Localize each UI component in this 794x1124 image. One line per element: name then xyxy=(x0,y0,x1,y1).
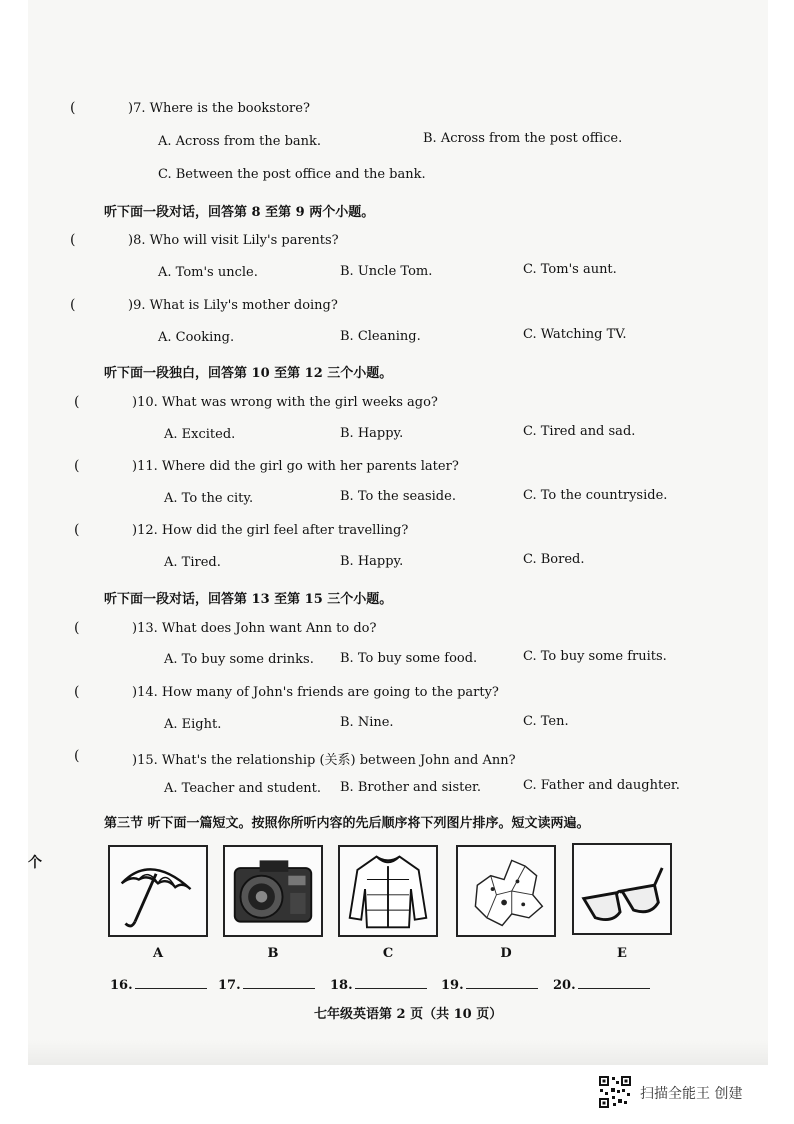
option-15c: C. Father and daughter. xyxy=(523,778,680,793)
answer-paren-8: ( xyxy=(70,232,76,248)
option-13b: B. To buy some food. xyxy=(340,651,478,666)
blank-number: 16. xyxy=(110,978,133,993)
answer-blank-16[interactable] xyxy=(110,978,207,993)
question-15: )15. What's the relationship (关系) between John and Ann? xyxy=(132,753,516,768)
picture-label-a: A xyxy=(152,946,164,961)
picture-c xyxy=(338,845,438,937)
picture-e xyxy=(572,843,672,935)
option-10c: C. Tired and sad. xyxy=(523,424,636,439)
answer-blank-20[interactable] xyxy=(553,978,650,993)
blank-number: 17. xyxy=(218,978,241,993)
question-11: )11. Where did the girl go with her parents later? xyxy=(132,459,459,474)
map-icon xyxy=(458,847,554,935)
question-12: )12. How did the girl feel after travelling? xyxy=(132,523,409,538)
blank-number: 19. xyxy=(441,978,464,993)
option-13a: A. To buy some drinks. xyxy=(164,652,314,667)
option-10b: B. Happy. xyxy=(340,426,404,441)
picture-d xyxy=(456,845,556,937)
answer-paren-9: ( xyxy=(70,297,76,313)
answer-blank-18[interactable] xyxy=(330,978,427,993)
option-12a: A. Tired. xyxy=(164,555,221,570)
question-9: )9. What is Lily's mother doing? xyxy=(128,298,338,313)
answer-paren-10: ( xyxy=(74,394,80,410)
option-8a: A. Tom's uncle. xyxy=(158,265,258,280)
option-13c: C. To buy some fruits. xyxy=(523,649,667,664)
margin-mark: 个 xyxy=(28,855,42,871)
option-15b: B. Brother and sister. xyxy=(340,780,481,795)
option-10a: A. Excited. xyxy=(164,427,236,442)
question-10: )10. What was wrong with the girl weeks ago? xyxy=(132,395,438,410)
scanner-watermark: 扫描全能王 创建 xyxy=(640,1086,743,1102)
option-15a: A. Teacher and student. xyxy=(164,781,322,796)
picture-a xyxy=(108,845,208,937)
picture-label-b: B xyxy=(267,946,279,961)
instruction-13-15: 听下面一段对话，回答第 13 至第 15 三个小题。 xyxy=(104,592,393,607)
blank-number: 18. xyxy=(330,978,353,993)
question-8: )8. Who will visit Lily's parents? xyxy=(128,233,339,248)
jacket-icon xyxy=(340,847,436,935)
option-9a: A. Cooking. xyxy=(158,330,235,345)
option-11b: B. To the seaside. xyxy=(340,489,456,504)
question-13: )13. What does John want Ann to do? xyxy=(132,621,377,636)
option-9b: B. Cleaning. xyxy=(340,329,421,344)
option-12b: B. Happy. xyxy=(340,554,404,569)
picture-label-d: D xyxy=(500,946,512,961)
answer-paren-15: ( xyxy=(74,748,80,764)
option-9c: C. Watching TV. xyxy=(523,327,627,342)
answer-paren-14: ( xyxy=(74,684,80,700)
page-footer: 七年级英语第 2 页（共 10 页） xyxy=(314,1007,503,1022)
option-7c: C. Between the post office and the bank. xyxy=(158,167,426,182)
picture-label-e: E xyxy=(617,946,627,961)
answer-paren-11: ( xyxy=(74,458,80,474)
umbrella-icon xyxy=(110,847,206,935)
answer-paren-13: ( xyxy=(74,620,80,636)
answer-blank-19[interactable] xyxy=(441,978,538,993)
option-11c: C. To the countryside. xyxy=(523,488,668,503)
option-14b: B. Nine. xyxy=(340,715,394,730)
option-11a: A. To the city. xyxy=(164,491,254,506)
picture-b xyxy=(223,845,323,937)
option-8b: B. Uncle Tom. xyxy=(340,264,433,279)
option-14c: C. Ten. xyxy=(523,714,569,729)
instruction-10-12: 听下面一段独白，回答第 10 至第 12 三个小题。 xyxy=(104,366,393,381)
option-8c: C. Tom's aunt. xyxy=(523,262,617,277)
sunglasses-icon xyxy=(574,845,670,933)
answer-blank-17[interactable] xyxy=(218,978,315,993)
option-14a: A. Eight. xyxy=(164,717,222,732)
qr-code-icon xyxy=(598,1075,632,1109)
page-edge xyxy=(28,1040,768,1065)
option-7b: B. Across from the post office. xyxy=(423,131,623,146)
answer-paren-12: ( xyxy=(74,522,80,538)
question-7: )7. Where is the bookstore? xyxy=(128,101,310,116)
blank-number: 20. xyxy=(553,978,576,993)
picture-label-c: C xyxy=(382,946,394,961)
section-3-heading: 第三节 听下面一篇短文。按照你所听内容的先后顺序将下列图片排序。短文读两遍。 xyxy=(104,816,590,831)
option-12c: C. Bored. xyxy=(523,552,585,567)
camera-icon xyxy=(225,847,321,935)
question-14: )14. How many of John's friends are going to the party? xyxy=(132,685,499,700)
option-7a: A. Across from the bank. xyxy=(158,134,322,149)
instruction-8-9: 听下面一段对话，回答第 8 至第 9 两个小题。 xyxy=(104,205,375,220)
answer-paren-7: ( xyxy=(70,100,76,116)
